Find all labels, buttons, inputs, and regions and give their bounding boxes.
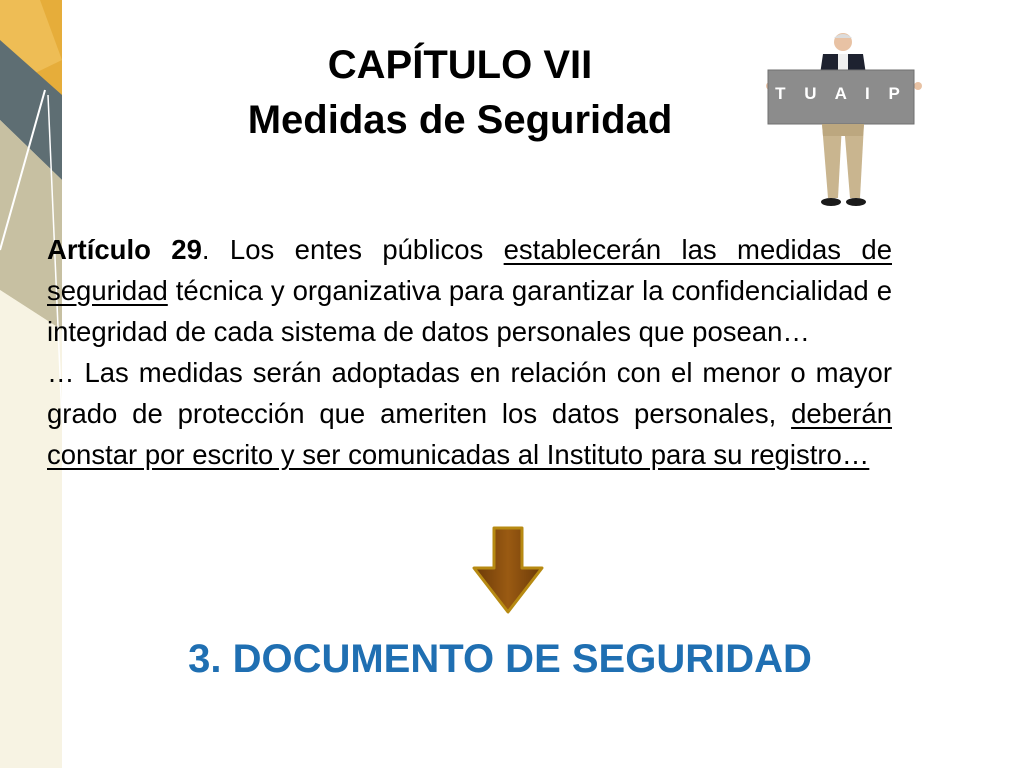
- article-paragraph-2: [47, 352, 892, 475]
- article-text: . Los entes públicos: [201, 234, 504, 265]
- result-heading: 3. DOCUMENTO DE SEGURIDAD: [188, 637, 812, 681]
- chapter-title: CAPÍTULO VII: [327, 43, 593, 87]
- article-paragraph-1: [47, 229, 892, 352]
- slide-title-block: [170, 38, 750, 148]
- article-text: … Las medidas serán adoptadas en relación con el menor o mayor grado de protección que ameriten los datos personales,: [47, 357, 892, 429]
- sign-label: T U A I P: [775, 84, 907, 103]
- arrow-down-icon: [472, 526, 544, 614]
- article-underlined-text: deberán constar por escrito y ser comunicadas al Instituto para su registro…: [47, 398, 892, 470]
- chapter-subtitle: Medidas de Seguridad: [247, 98, 673, 142]
- article-underlined-text: establecerán las medidas de seguridad: [47, 234, 892, 306]
- article-heading: Artículo 29: [47, 234, 202, 265]
- article-body: [47, 229, 892, 475]
- article-text: técnica y organizativa para garantizar la confidencialidad e integridad de cada sistema de datos personales que posean…: [47, 275, 892, 347]
- person-holding-sign-image: [760, 26, 930, 216]
